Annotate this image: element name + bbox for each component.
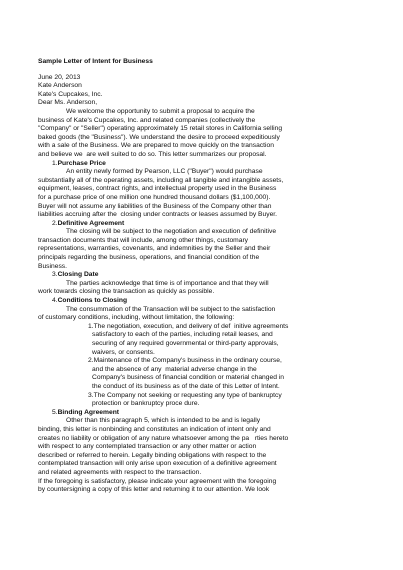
section-line: Buyer will not assume any liabilities of the Business of the Company other than — [38, 202, 272, 210]
condition-line: protection or bankruptcy proce dure. — [92, 400, 200, 408]
section-line: An entity newly formed by Pearson, LLC ("Buyer") would purchase — [66, 168, 263, 176]
recipient-company: Kate's Cupcakes, Inc. — [38, 90, 103, 98]
intro-line: with a sale of the Business. We are prepared to move quickly on the transaction — [38, 142, 274, 150]
section-line: transaction documents that will include, among other things, customary — [38, 236, 249, 244]
section-purchase-price — [38, 160, 383, 220]
condition-line: securing of any required governmental or third-party approvals, — [92, 340, 279, 347]
intro-line: and believe we are well suited to do so. This letter summarizes our proposal. — [38, 150, 267, 158]
condition-line: the conduct of its business as of the date of this Letter of Intent. — [92, 382, 280, 390]
section-line: work towards closing the transaction as quickly as possible. — [38, 288, 215, 296]
condition-line: satisfactory to each of the parties, including retail leases, and — [92, 331, 273, 339]
section-closing-date — [38, 271, 383, 297]
section-line: liabilities accruing after the closing under contracts or leases assumed by Buyer. — [38, 211, 278, 219]
intro-line: baked goods (the "Business"). We understand the desire to proceed expeditiously — [38, 133, 280, 141]
section-definitive-agreement — [38, 220, 383, 272]
section-line: equipment, leases, contract rights, and intellectual property used in the Business — [38, 185, 277, 193]
salutation: Dear Ms. Anderson, — [38, 99, 98, 107]
section-line: The parties acknowledge that time is of importance and that they will — [66, 279, 269, 287]
condition-line: Company's business of financial condition or material changed in — [92, 374, 284, 382]
section-conditions-to-closing — [38, 297, 383, 409]
section-line: substantially all of the operating assets, including all tangible and intangible assets, — [38, 176, 284, 184]
intro-line: We welcome the opportunity to submit a proposal to acquire the — [66, 107, 255, 115]
section-line: Other than this paragraph 5, which is intended to be and is legally — [66, 417, 261, 425]
section-line: binding, this letter is nonbinding and constitutes an indication of intent only and — [38, 425, 271, 433]
recipient-name: Kate Anderson — [38, 82, 82, 90]
section-number: 3. — [52, 271, 58, 279]
letter-header — [38, 74, 383, 108]
condition-line: 2.Maintenance of the Company's business in the ordinary course, — [88, 357, 282, 365]
section-line: and related agreements with respect to the transaction. — [38, 468, 202, 476]
section-heading — [38, 220, 383, 229]
section-title: Definitive Agreement — [57, 219, 125, 227]
section-line: creates no liability or obligation of any nature whatsoever among the pa rties hereto — [38, 434, 289, 442]
condition-line: 3.The Company not seeking or requesting any type of bankruptcy — [88, 391, 282, 399]
section-line: by countersigning a copy of this letter and returning it to our attention. We look — [38, 486, 270, 494]
section-title: Binding Agreement — [57, 408, 120, 416]
section-binding-agreement — [38, 409, 383, 495]
section-heading — [38, 409, 383, 418]
section-number: 4. — [52, 297, 58, 305]
letter-date: June 20, 2013 — [38, 73, 81, 81]
section-line: representations, warranties, covenants, and indemnities by the Seller and their — [38, 245, 271, 253]
section-title: Purchase Price — [57, 159, 106, 167]
section-line: with respect to any contemplated transaction or any other matter or action — [38, 443, 257, 451]
section-line: The closing will be subject to the negotiation and execution of definitive — [66, 228, 277, 236]
section-line: of customary conditions, including, without limitation, the following: — [38, 314, 235, 322]
section-number: 1. — [52, 159, 58, 167]
section-line: principals regarding the business, operations, and financial condition of the — [38, 254, 260, 262]
section-line: The consummation of the Transaction will be subject to the satisfaction — [66, 305, 276, 313]
section-number: 2. — [52, 219, 58, 227]
section-title: Closing Date — [57, 271, 99, 279]
section-line: described or referred to herein. Legally binding obligations with respect to the — [38, 451, 267, 459]
section-title: Conditions to Closing — [57, 297, 128, 305]
section-heading — [38, 160, 383, 169]
section-heading — [38, 271, 383, 280]
intro-line: "Company" or "Seller") operating approximately 15 retail stores in California selling — [38, 125, 283, 133]
section-line: If the foregoing is satisfactory, please indicate your agreement with the foregoing — [38, 477, 277, 485]
intro-paragraph — [38, 108, 383, 160]
condition-line: 1.The negotiation, execution, and delivery of def initive agreements — [88, 322, 289, 330]
section-line: Business. — [38, 262, 67, 270]
section-heading — [38, 297, 383, 306]
section-line: contemplated transaction will only arise upon execution of a definitive agreement — [38, 460, 277, 468]
condition-line: waivers, or consents. — [92, 348, 155, 356]
section-line: for a purchase price of one million one hundred thousand dollars ($1,100,000). — [38, 193, 271, 201]
document-title: Sample Letter of Intent for Business — [38, 58, 153, 65]
condition-line: and the absence of any material adverse change in the — [92, 365, 257, 373]
section-number: 5. — [52, 408, 58, 416]
intro-line: business of Kate's Cupcakes, Inc. and related companies (collectively the — [38, 116, 256, 124]
